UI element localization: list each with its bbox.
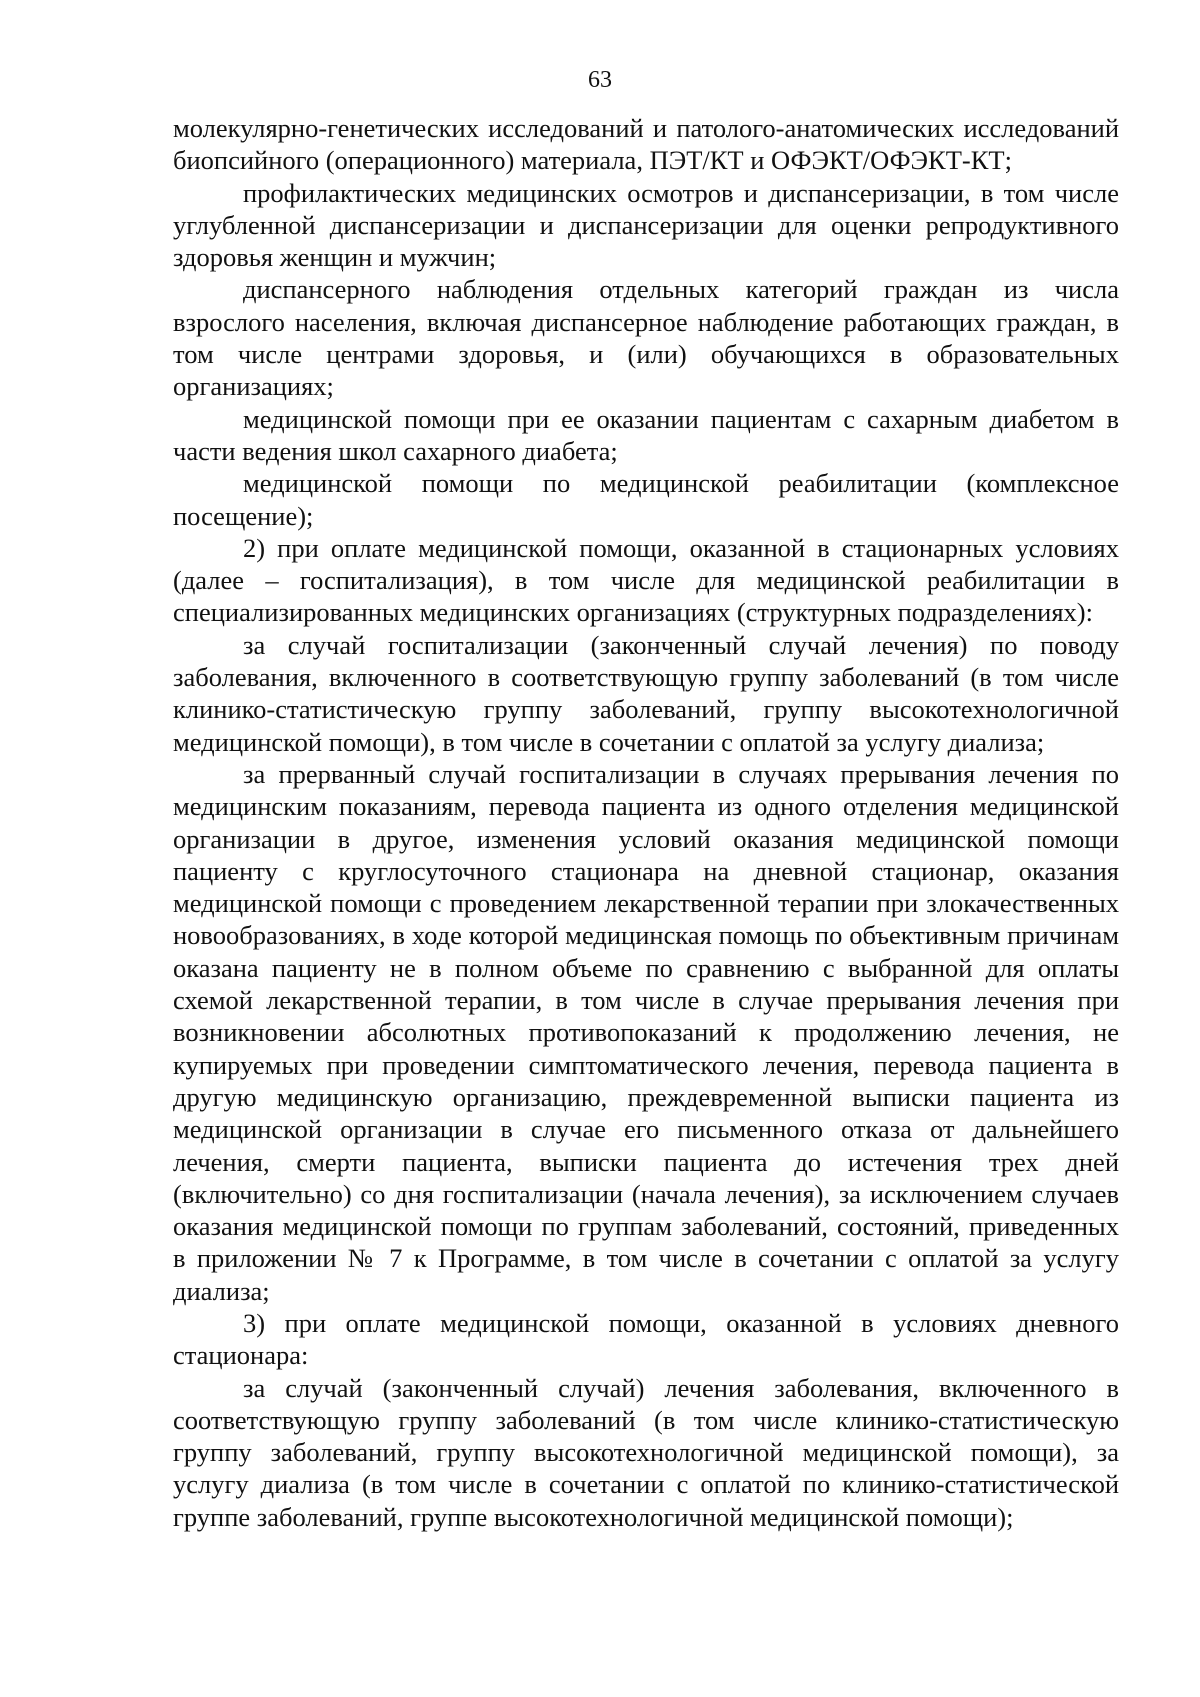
paragraph: медицинской помощи по медицинской реабилитации (комплексное посещение); <box>173 468 1119 531</box>
paragraph: диспансерного наблюдения отдельных категорий граждан из числа взрослого населения, включая диспансерное наблюдение работающих граждан, в том числе центрами здоровья, и (или) обучающихся в образовательных организациях; <box>173 274 1119 402</box>
page-number: 63 <box>588 67 612 93</box>
paragraph: 3) при оплате медицинской помощи, оказанной в условиях дневного стационара: <box>173 1307 1119 1371</box>
paragraph: за случай госпитализации (законченный случай лечения) по поводу заболевания, включенного в соответствующую группу заболеваний (в том числе клинико-статистическую группу заболеваний, группу высокотехнологичной медицинской помощи), в том числе в сочетании с оплатой за услугу диализа; <box>173 629 1119 757</box>
paragraph: 2) при оплате медицинской помощи, оказанной в стационарных условиях (далее – госпитализация), в том числе для медицинской реабилитации в специализированных медицинских организациях (структурных подразделениях): <box>173 532 1119 628</box>
paragraph: профилактических медицинских осмотров и диспансеризации, в том числе углубленной диспансеризации и диспансеризации для оценки репродуктивного здоровья женщин и мужчин; <box>173 177 1119 273</box>
paragraph: за прерванный случай госпитализации в случаях прерывания лечения по медицинским показаниям, перевода пациента из одного отделения медицинской организации в другое, изменения условий оказания медицинской помощи пациенту с круглосуточного стационара на дневной стационар, оказания медицинской помощи с проведением лекарственной терапии при злокачественных новообразованиях, в ходе которой медицинская помощь по объективным причинам оказана пациенту не в полном объеме по сравнению с выбранной для оплаты схемой лекарственной терапии, в том числе в случае прерывания лечения при возникновении абсолютных противопоказаний к продолжению лечения, не купируемых при проведении симптоматического лечения, перевода пациента в другую медицинскую организацию, преждевременной выписки пациента из медицинской организации в случае его письменного отказа от дальнейшего лечения, смерти пациента, выписки пациента до истечения трех дней (включительно) со дня госпитализации (начала лечения), за исключением случаев оказания медицинской помощи по группам заболеваний, состояний, приведенных в приложении № 7 к Программе, в том числе в сочетании с оплатой за услугу диализа; <box>173 758 1119 1306</box>
paragraph: медицинской помощи при ее оказании пациентам с сахарным диабетом в части ведения школ сахарного диабета; <box>173 403 1119 466</box>
paragraph: молекулярно-генетических исследований и патолого-анатомических исследований биопсийного (операционного) материала, ПЭТ/КТ и ОФЭКТ/ОФЭКТ-КТ; <box>173 113 1119 176</box>
paragraph: за случай (законченный случай) лечения заболевания, включенного в соответствующую группу заболеваний (в том числе клинико-статистическую группу заболеваний, группу высокотехнологичной медицинской помощи), за услугу диализа (в том числе в сочетании с оплатой по клинико-статистической группе заболеваний, группе высокотехнологичной медицинской помощи); <box>173 1372 1119 1532</box>
document-body <box>173 112 1119 1533</box>
